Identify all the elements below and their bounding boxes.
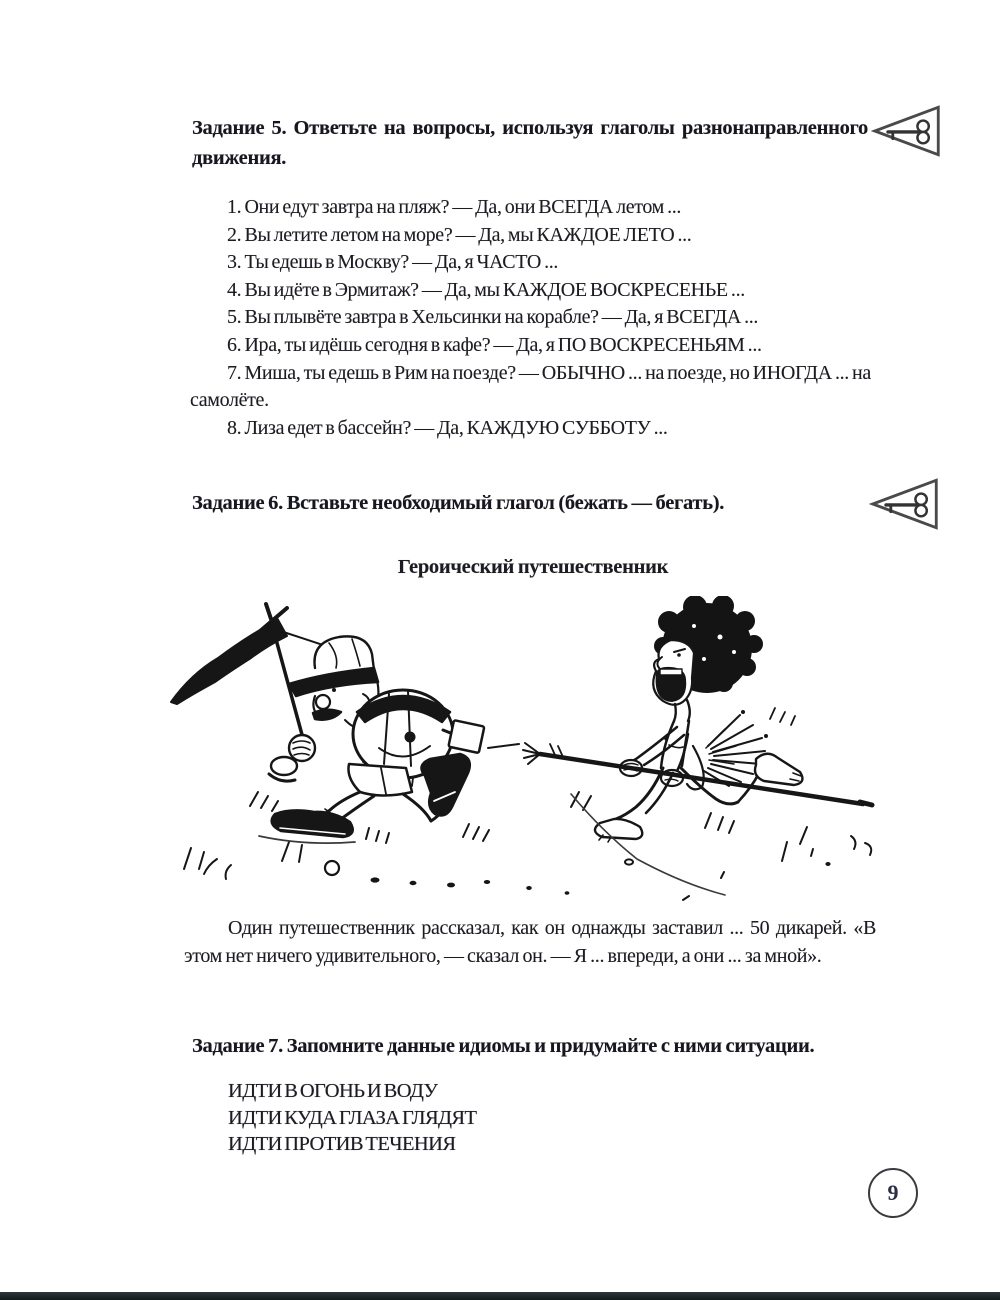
idiom-item: ИДТИ КУДА ГЛАЗА ГЛЯДЯТ [228, 1106, 477, 1129]
idiom-list [228, 1078, 788, 1158]
question-item: 4. Вы идёте в Эрмитаж? — Да, мы КАЖДОЕ ВОСКРЕСЕНЬЕ ... [227, 278, 745, 301]
question-item: 7. Миша, ты едешь в Рим на поезде? — ОБЫЧНО ... на поезде, но ИНОГДА ... на самолёте. [190, 361, 871, 412]
answer-key-icon [871, 102, 943, 160]
page-number-badge [868, 1168, 918, 1218]
story-paragraph-wrap [184, 915, 876, 970]
task6-heading: Задание 6. Вставьте необходимый глагол (бежать — бегать). [192, 492, 725, 514]
story-paragraph: Один путешественник рассказал, как он однажды заставил ... 50 дикарей. «В этом нет ничего удивительного, — сказал он. — Я ... впереди, а они ... за мной». [184, 917, 876, 967]
story-illustration [163, 596, 885, 908]
idiom-item: ИДТИ ПРОТИВ ТЕЧЕНИЯ [228, 1133, 456, 1155]
question-item: 8. Лиза едет в бассейн? — Да, КАЖДУЮ СУББОТУ ... [227, 416, 668, 439]
question-item: 3. Ты едешь в Москву? — Да, я ЧАСТО ... [227, 251, 559, 274]
question-item: 5. Вы плывёте завтра в Хельсинки на корабле? — Да, я ВСЕГДА ... [227, 306, 759, 329]
bottom-bar [0, 1292, 1000, 1300]
task5-heading: Задание 5. Ответьте на вопросы, используя глаголы разнонаправленного движения. [192, 117, 868, 169]
task7-heading: Задание 7. Запомните данные идиомы и придумайте с ними ситуации. [192, 1035, 815, 1057]
question-item: 1. Они едут завтра на пляж? — Да, они ВСЕГДА летом ... [227, 196, 682, 218]
story-title: Героический путешественник [397, 556, 669, 578]
question-item: 6. Ира, ты идёшь сегодня в кафе? — Да, я ПО ВОСКРЕСЕНЬЯМ ... [227, 333, 762, 356]
page-number: 9 [887, 1180, 899, 1205]
answer-key-icon [869, 475, 941, 533]
question-item: 2. Вы летите летом на море? — Да, мы КАЖДОЕ ЛЕТО ... [227, 223, 692, 246]
idiom-item: ИДТИ В ОГОНЬ И ВОДУ [228, 1080, 438, 1102]
task5-question-list [190, 194, 878, 442]
